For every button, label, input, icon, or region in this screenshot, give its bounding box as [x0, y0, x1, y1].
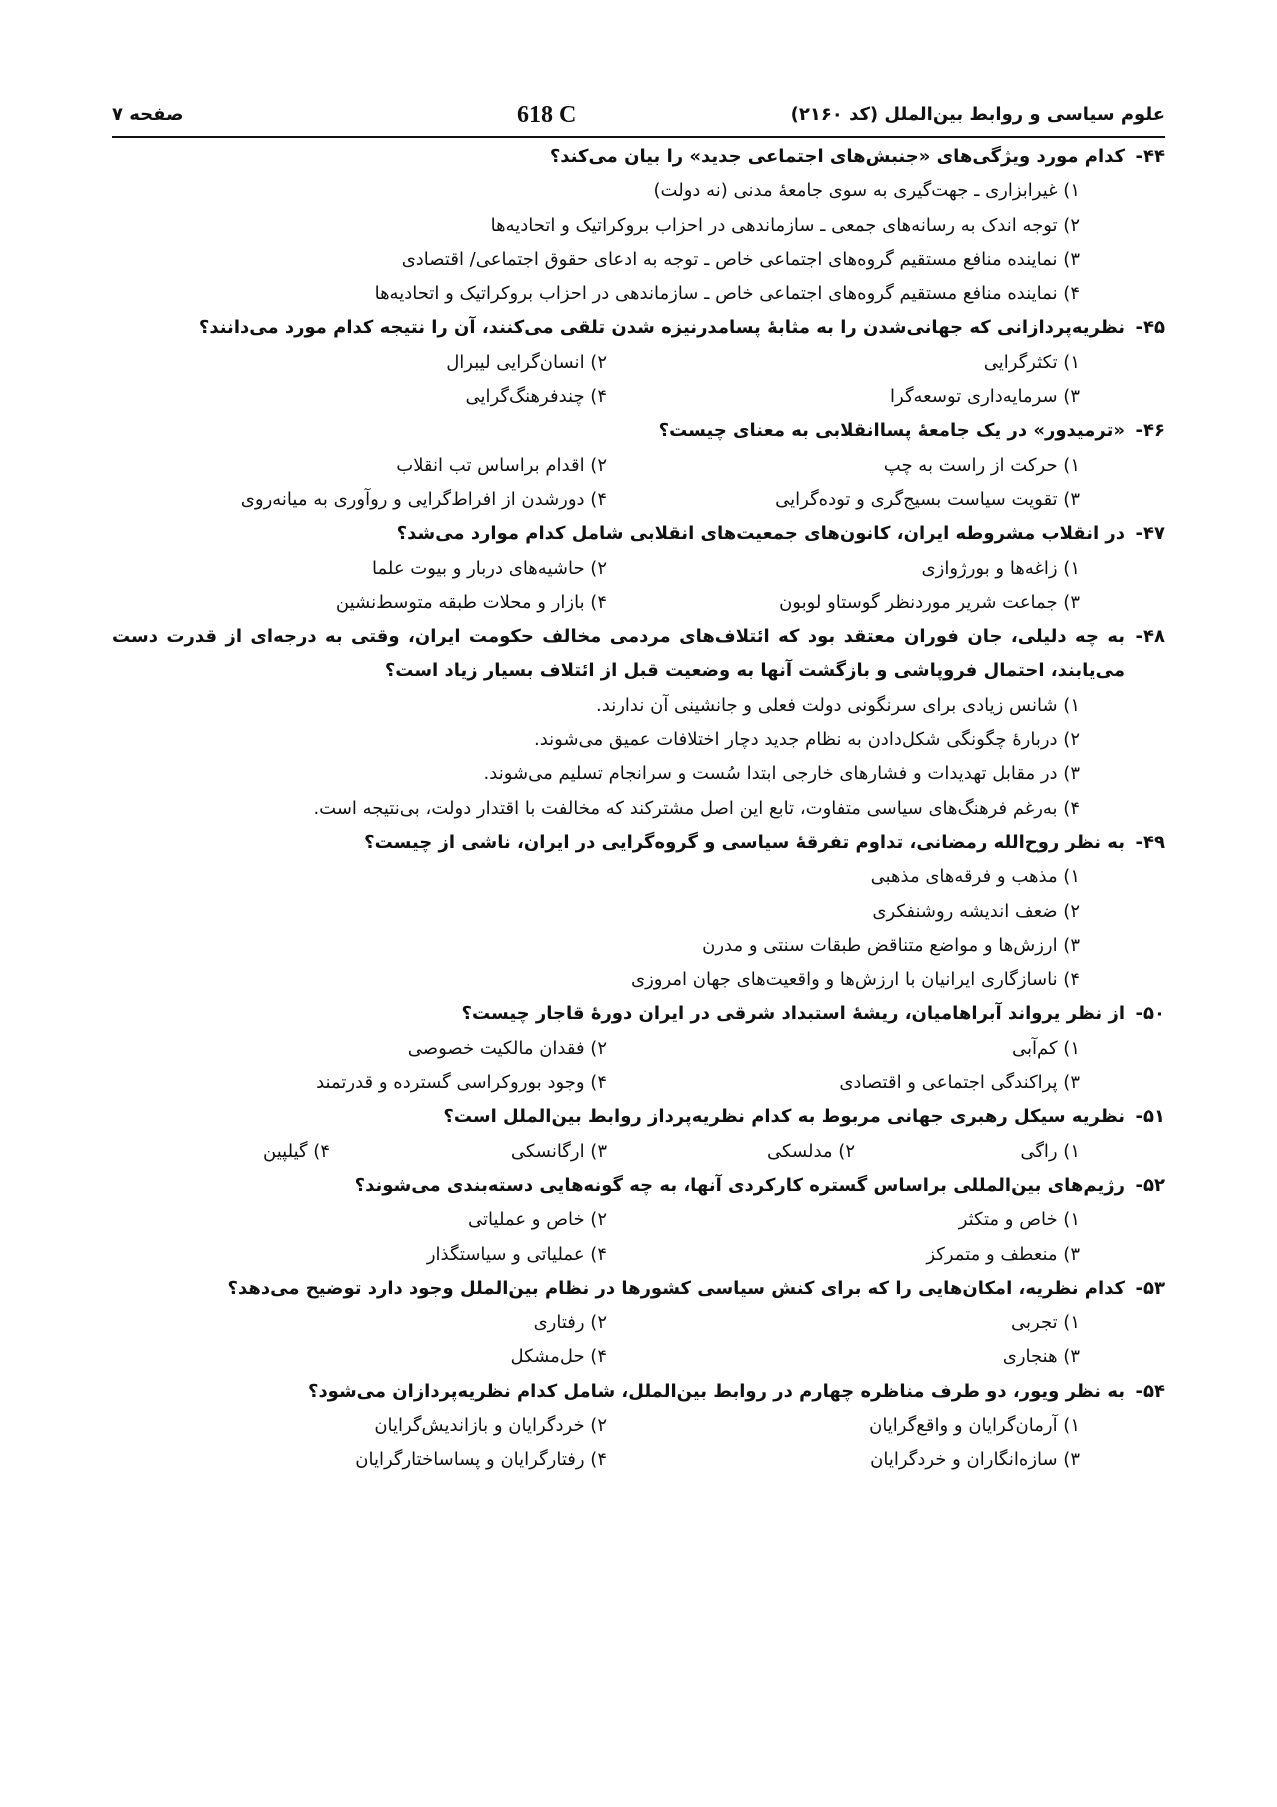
question-stem [112, 140, 1165, 174]
question-number: ۵۱- [1135, 1106, 1165, 1128]
question-number: ۴۵- [1135, 317, 1165, 339]
booklet-code: 618 C [517, 102, 577, 128]
question-stem [112, 620, 1165, 689]
option-1: ۱) خاص و متکثر [958, 1209, 1080, 1231]
option-3: ۳) ارزش‌ها و مواضع متناقض طبقات سنتی و مدرن [702, 934, 1080, 956]
exam-subject: علوم سیاسی و روابط بین‌الملل (کد ۲۱۶۰) [790, 104, 1165, 125]
option-3: ۳) جماعت شریر موردنظر گوستاو لوبون [779, 591, 1080, 613]
option-4: ۴) حل‌مشکل [510, 1346, 607, 1368]
question-text: از نظر یرواند آبراهامیان، ریشهٔ استبداد شرقی در ایران دورهٔ قاجار چیست؟ [461, 1003, 1125, 1025]
options [112, 552, 1080, 621]
question-number: ۵۳- [1135, 1277, 1165, 1299]
options [112, 346, 1080, 415]
option-3: ۳) نماینده منافع مستقیم گروه‌های اجتماعی خاص ـ توجه به ادعای حقوق اجتماعی/ اقتصادی [401, 248, 1080, 270]
question-text: کدام مورد ویژگی‌های «جنبش‌های اجتماعی جدید» را بیان می‌کند؟ [549, 146, 1125, 167]
question-54 [112, 1375, 1165, 1478]
question-number: ۵۲- [1135, 1174, 1165, 1196]
option-1: ۱) راگی [1020, 1140, 1080, 1162]
question-stem [112, 414, 1165, 448]
question-text: به نظر ویور، دو طرف مناظره چهارم در روابط بین‌الملل، شامل کدام نظریه‌پردازان می‌شود؟ [308, 1380, 1125, 1402]
question-stem [112, 1272, 1165, 1306]
question-text: نظریه‌پردازانی که جهانی‌شدن را به مثابهٔ پسامدرنیزه شدن تلقی می‌کنند، آن را نتیجه کدام مورد می‌دانند؟ [198, 317, 1125, 339]
question-stem [112, 1169, 1165, 1203]
option-3: ۳) هنجاری [1002, 1346, 1080, 1368]
options [112, 1409, 1080, 1478]
question-text: به چه دلیلی، جان فوران معتقد بود که ائتلاف‌های مردمی مخالف حکومت ایران، وقتی به درجه‌ای از قدرت دست می‌یابند، احتمال فروپاشی و بازگشت آنها به وضعیت قبل از ائتلاف بسیار زیاد است؟ [112, 626, 1125, 682]
question-text: نظریه سیکل رهبری جهانی مربوط به کدام نظریه‌پرداز روابط بین‌الملل است؟ [443, 1106, 1125, 1128]
option-2: ۲) دربارهٔ چگونگی شکل‌دادن به نظام جدید دچار اختلافات عمیق می‌شوند. [533, 729, 1080, 751]
question-list [112, 140, 1165, 1478]
option-4: ۴) دورشدن از افراط‌گرایی و روآوری به میانه‌روی [240, 488, 607, 510]
question-number: ۵۰- [1135, 1003, 1165, 1025]
question-stem [112, 826, 1165, 860]
option-1: ۱) مذهب و فرقه‌های مذهبی [870, 866, 1080, 888]
option-2: ۲) خاص و عملیاتی [468, 1209, 607, 1231]
options [112, 174, 1080, 311]
question-text: رژیم‌های بین‌المللی براساس گستره کارکردی آنها، به چه گونه‌هایی دسته‌بندی می‌شوند؟ [354, 1174, 1125, 1196]
option-2: ۲) انسان‌گرایی لیبرال [446, 351, 607, 373]
option-1: ۱) غیرابزاری ـ جهت‌گیری به سوی جامعهٔ مدنی (نه دولت) [653, 180, 1080, 202]
question-50 [112, 997, 1165, 1100]
option-3: ۳) ارگانسکی [510, 1140, 607, 1162]
question-text: به نظر روح‌الله رمضانی، تداوم تفرقهٔ سیاسی و گروه‌گرایی در ایران، ناشی از چیست؟ [364, 831, 1125, 853]
options [112, 1135, 1080, 1169]
options [112, 689, 1080, 826]
option-4: ۴) نماینده منافع مستقیم گروه‌های اجتماعی خاص ـ سازماندهی در احزاب بروکراتیک و اتحادیه‌ها [374, 283, 1080, 305]
question-number: ۴۸- [1135, 626, 1165, 648]
question-44 [112, 140, 1165, 311]
question-stem [112, 1375, 1165, 1409]
option-4: ۴) بازار و محلات طبقه متوسط‌نشین [335, 591, 607, 613]
question-text: کدام نظریه، امکان‌هایی را که برای کنش سیاسی کشورها در نظام بین‌الملل وجود دارد توضیح می‌دهد؟ [227, 1277, 1125, 1299]
option-1: ۱) زاغه‌ها و بورژوازی [921, 557, 1080, 579]
question-number: ۴۶- [1135, 420, 1165, 442]
option-2: ۲) فقدان مالکیت خصوصی [407, 1037, 607, 1059]
option-3: ۳) سرمایه‌داری توسعه‌گرا [890, 386, 1080, 408]
options [112, 1032, 1080, 1101]
option-4: ۴) چندفرهنگ‌گرایی [465, 386, 607, 408]
option-1: ۱) تجربی [1011, 1312, 1080, 1334]
question-number: ۴۴- [1135, 146, 1165, 167]
option-1: ۱) شانس زیادی برای سرنگونی دولت فعلی و جانشینی آن ندارند. [596, 694, 1080, 716]
options [112, 449, 1080, 518]
options [112, 860, 1080, 997]
question-52 [112, 1169, 1165, 1272]
page-header [112, 100, 1165, 130]
question-49 [112, 826, 1165, 997]
option-1: ۱) تکثرگرایی [983, 351, 1080, 373]
option-4: ۴) گیلپین [263, 1140, 330, 1162]
option-2: ۲) ضعف اندیشه روشنفکری [872, 900, 1080, 922]
question-number: ۴۹- [1135, 831, 1165, 853]
option-2: ۲) مدلسکی [767, 1140, 855, 1162]
question-48 [112, 620, 1165, 826]
question-53 [112, 1272, 1165, 1375]
option-4: ۴) رفتارگرایان و پساساختارگرایان [355, 1449, 607, 1471]
option-2: ۲) اقدام براساس تب انقلاب [396, 454, 607, 476]
header-divider [112, 136, 1165, 138]
question-45 [112, 311, 1165, 414]
question-stem [112, 997, 1165, 1031]
option-1: ۱) کم‌آبی [1012, 1037, 1080, 1059]
option-2: ۲) خردگرایان و بازاندیش‌گرایان [374, 1414, 607, 1436]
option-3: ۳) پراکندگی اجتماعی و اقتصادی [839, 1072, 1080, 1094]
option-3: ۳) سازه‌انگاران و خردگرایان [870, 1449, 1080, 1471]
options [112, 1306, 1080, 1375]
question-stem [112, 311, 1165, 345]
option-4: ۴) عملیاتی و سیاستگذار [426, 1243, 607, 1265]
question-46 [112, 414, 1165, 517]
question-51 [112, 1100, 1165, 1169]
options [112, 1203, 1080, 1272]
question-stem [112, 517, 1165, 551]
question-stem [112, 1100, 1165, 1134]
option-2: ۲) رفتاری [533, 1312, 607, 1334]
option-4: ۴) به‌رغم فرهنگ‌های سیاسی متفاوت، تابع این اصل مشترکند که مخالفت با اقتدار دولت، بی‌نتیجه است. [313, 797, 1080, 819]
option-3: ۳) منعطف و متمرکز [926, 1243, 1080, 1265]
option-3: ۳) در مقابل تهدیدات و فشارهای خارجی ابتدا سُست و سرانجام تسلیم می‌شوند. [483, 763, 1080, 785]
option-1: ۱) آرمان‌گرایان و واقع‌گرایان [869, 1414, 1080, 1436]
option-4: ۴) وجود بوروکراسی گسترده و قدرتمند [316, 1072, 607, 1094]
question-text: در انقلاب مشروطه ایران، کانون‌های جمعیت‌های انقلابی شامل کدام موارد می‌شد؟ [396, 523, 1125, 545]
option-2: ۲) حاشیه‌های دربار و بیوت علما [371, 557, 607, 579]
option-4: ۴) ناسازگاری ایرانیان با ارزش‌ها و واقعیت‌های جهان امروزی [631, 969, 1080, 991]
option-3: ۳) تقویت سیاست بسیج‌گری و توده‌گرایی [775, 488, 1080, 510]
question-text: «ترمیدور» در یک جامعهٔ پساانقلابی به معنای چیست؟ [658, 420, 1125, 442]
question-47 [112, 517, 1165, 620]
question-number: ۵۴- [1135, 1380, 1165, 1402]
option-1: ۱) حرکت از راست به چپ [883, 454, 1080, 476]
option-2: ۲) توجه اندک به رسانه‌های جمعی ـ سازماندهی در احزاب بروکراتیک و اتحادیه‌ها [490, 214, 1080, 236]
page-number: صفحه ۷ [112, 104, 184, 125]
question-number: ۴۷- [1135, 523, 1165, 545]
